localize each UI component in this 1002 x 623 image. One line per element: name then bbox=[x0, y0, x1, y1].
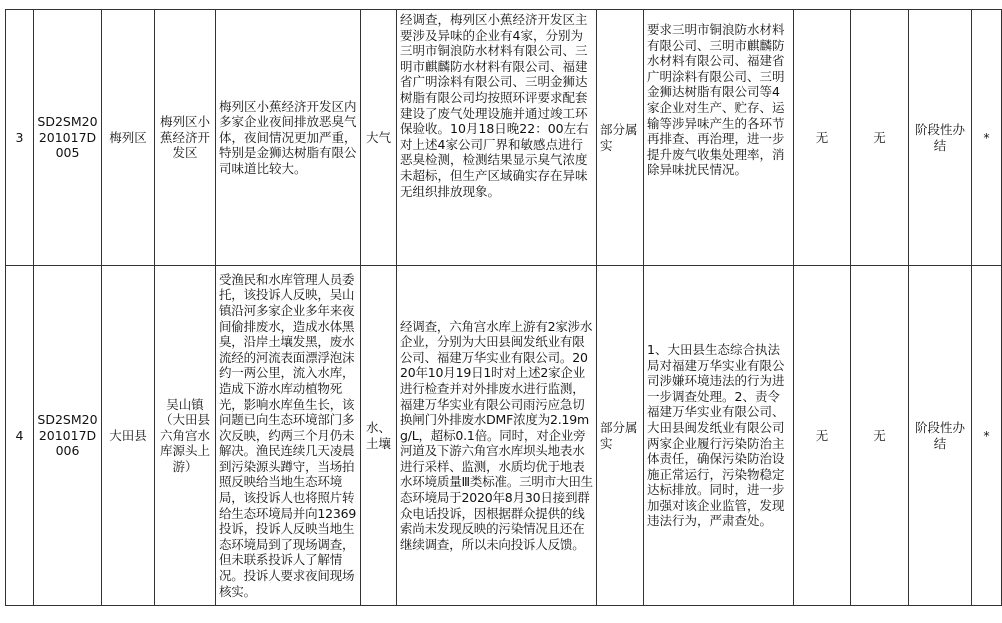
investigation-cell: 经调查，梅列区小蕉经济开发区主要涉及异味的企业有4家，分别为三明市铜浪防水材料有限公司、三明市麒麟防水材料有限公司、福建省广明涂料有限公司、三明金狮达树脂有限公司均按照环评要求配套建设了废气处理设施并通过竣工环保验收。10月18日晚22：00左右对上述4家公司厂界和敏感点进行恶臭检测，检测结果显示臭气浓度未超标，但生产区域确实存在异味无组织排放现象。 bbox=[397, 10, 597, 266]
handling-cell: 要求三明市铜浪防水材料有限公司、三明市麒麟防水材料有限公司、福建省广明涂料有限公司、三明金狮达树脂有限公司等4家企业对生产、贮存、运输等涉异味产生的各环节再排查、再治理，进一步提升废气收集处理率，消除异味扰民情况。 bbox=[644, 10, 794, 266]
case-code-cell: SD2SM20201017D005 bbox=[34, 10, 102, 266]
mark-cell: * bbox=[972, 266, 1002, 606]
table-row bbox=[6, 10, 1002, 266]
complaint-cell: 受渔民和水库管理人员委托，该投诉人反映，吴山镇沿河多家企业多年来夜间偷排废水，造成水体黑臭，沿岸土壤发黑，废水流经的河流表面漂浮泡沫约一两公里，流入水库，造成下游水库动植物死光，影响水库鱼生长，该问题已向生态环境部门多次反映，约两三个月仍未解决。渔民连续几天凌晨到污染源头蹲守，当场拍照反映给当地生态环境局，该投诉人也将照片转给生态环境局并向12369投诉，投诉人反映当地生态环境局到了现场调查，但未联系投诉人了解情况。投诉人要求夜间现场核实。 bbox=[216, 266, 361, 606]
verdict-cell: 部分属实 bbox=[597, 266, 644, 606]
location-cell: 吴山镇（大田县六角宫水库源头上游） bbox=[155, 266, 216, 606]
col-a-cell: 无 bbox=[794, 266, 851, 606]
pollution-type-cell: 水、土壤 bbox=[361, 266, 397, 606]
col-b-cell: 无 bbox=[851, 266, 909, 606]
county-cell: 梅列区 bbox=[102, 10, 155, 266]
complaint-cell: 梅列区小蕉经济开发区内多家企业夜间排放恶臭气体，夜间情况更加严重，特别是金狮达树脂有限公司味道比较大。 bbox=[216, 10, 361, 266]
pollution-type-cell: 大气 bbox=[361, 10, 397, 266]
col-a-cell: 无 bbox=[794, 10, 851, 266]
mark-cell: * bbox=[972, 10, 1002, 266]
col-b-cell: 无 bbox=[851, 10, 909, 266]
handling-cell: 1、大田县生态综合执法局对福建万华实业有限公司涉嫌环境违法的行为进一步调查处理。2、责令福建万华实业有限公司、大田县闽发纸业有限公司两家企业履行污染防治主体责任，确保污染防治设施正常运行，污染物稳定达标排放。同时，进一步加强对该企业监管，发现违法行为，严肃查处。 bbox=[644, 266, 794, 606]
case-code-cell: SD2SM20201017D006 bbox=[34, 266, 102, 606]
complaint-table bbox=[5, 9, 1002, 606]
table-row bbox=[6, 266, 1002, 606]
investigation-cell: 经调查，六角宫水库上游有2家涉水企业，分别为大田县闽发纸业有限公司、福建万华实业有限公司。2020年10月19日1时对上述2家企业进行检查并对外排废水进行监测，福建万华实业有限公司雨污应急切换闸门外排废水DMF浓度为2.19mg/L，超标0.1倍。同时，对企业旁河道及下游六角宫水库坝头地表水进行采样、监测，水质均优于地表水环境质量Ⅲ类标准。三明市大田生态环境局于2020年8月30日接到群众电话投诉，因根据群众提供的线索尚未发现反映的污染情况且还在继续调查，所以未向投诉人反馈。 bbox=[397, 266, 597, 606]
status-cell: 阶段性办结 bbox=[909, 266, 972, 606]
location-cell: 梅列区小蕉经济开发区 bbox=[155, 10, 216, 266]
seq-cell: 3 bbox=[6, 10, 34, 266]
verdict-cell: 部分属实 bbox=[597, 10, 644, 266]
county-cell: 大田县 bbox=[102, 266, 155, 606]
status-cell: 阶段性办结 bbox=[909, 10, 972, 266]
seq-cell: 4 bbox=[6, 266, 34, 606]
